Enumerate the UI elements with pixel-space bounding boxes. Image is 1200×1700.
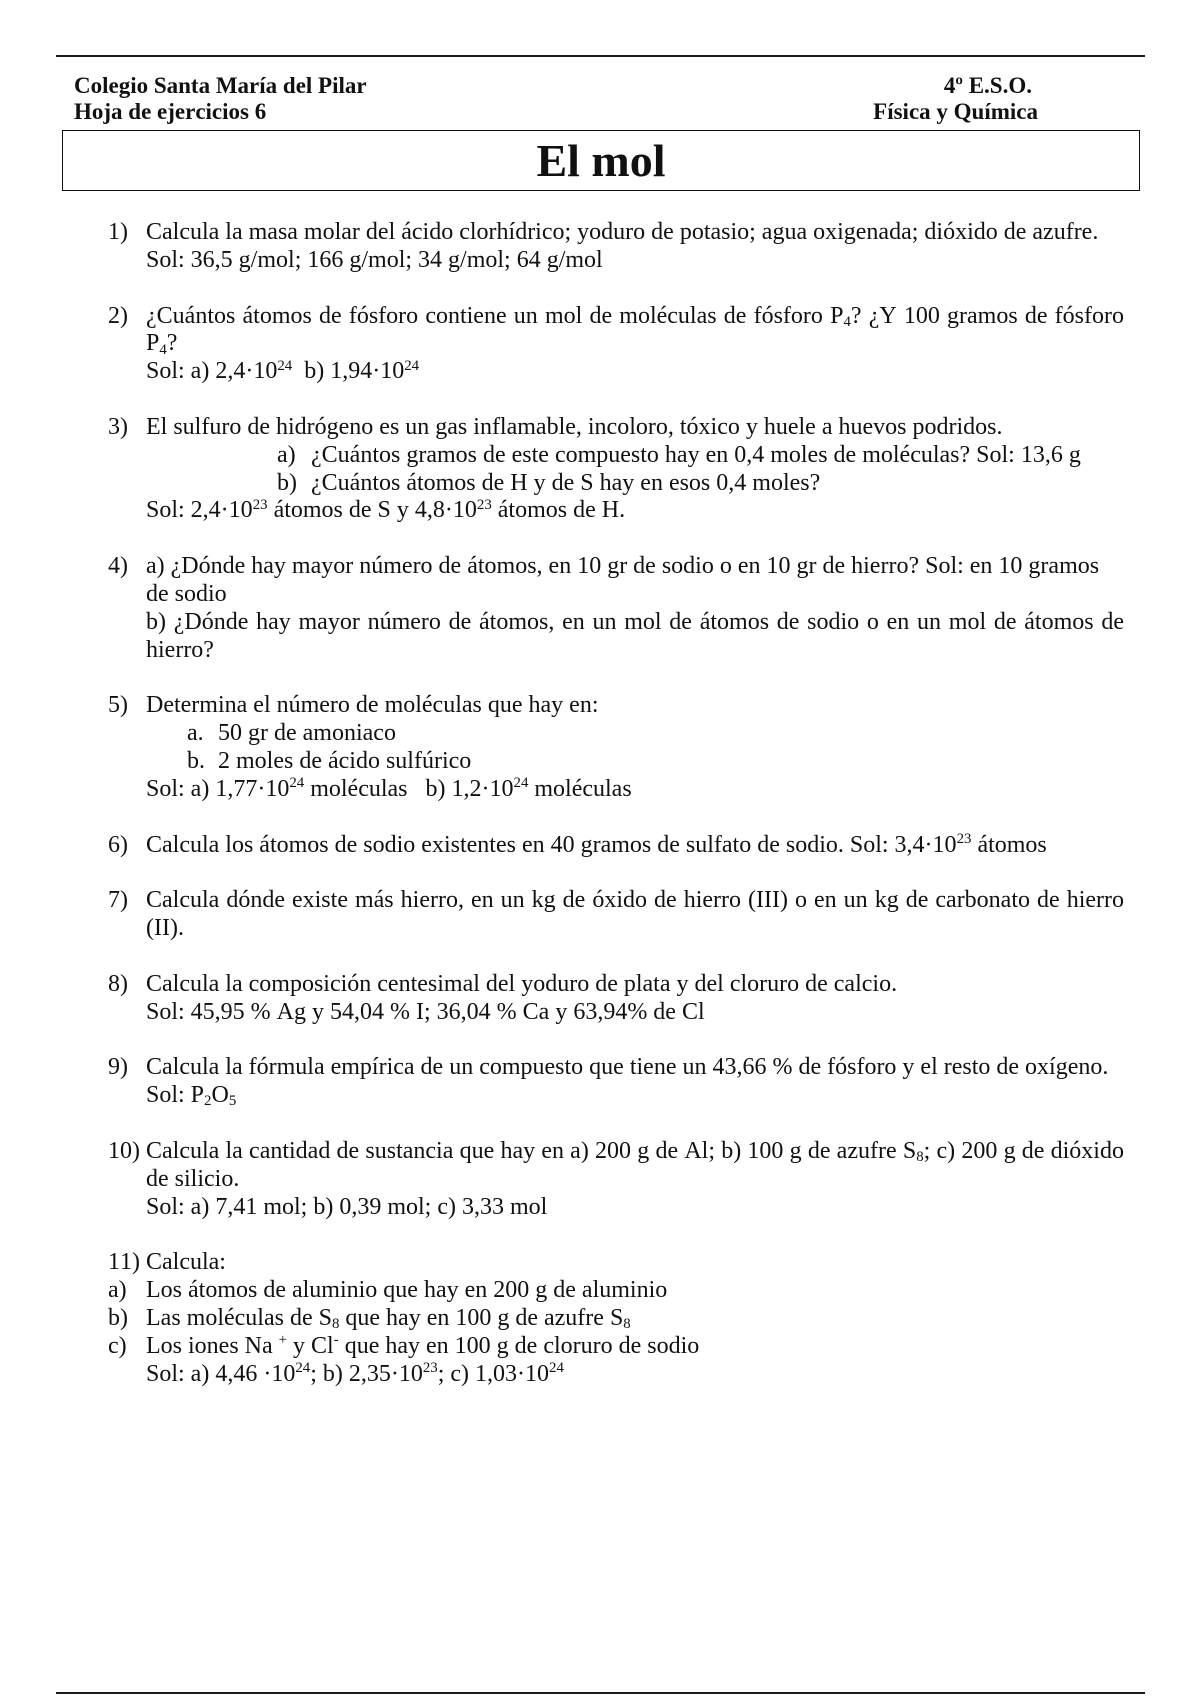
superscript: 23	[956, 830, 972, 847]
sub-question-b	[146, 470, 1124, 498]
exercise-solution: Sol: 36,5 g/mol; 166 g/mol; 34 g/mol; 64 g/mol	[146, 246, 603, 273]
subscript: 5	[228, 1093, 237, 1110]
exercise-solution: Sol: $2,4\cdot 10^{23}$ átomos de S y $4,8\cdot 10^{23}$ átomos de H.	[146, 496, 626, 524]
exercise-9	[108, 1054, 1124, 1110]
exercise-10	[108, 1137, 1124, 1222]
sub-question-a	[146, 720, 1124, 748]
sub-question-marker: a)	[108, 1277, 127, 1304]
exercise-solution: Sol: 45,95 % Ag y 54,04 % I; 36,04 % Ca y 63,94% de Cl	[146, 998, 705, 1025]
exercise-4	[108, 553, 1124, 664]
course-level: 4º E.S.O.	[943, 73, 1032, 98]
exercise-statement: Calcula la fórmula empírica de un compuesto que tiene un 43,66 % de fósforo y el resto de oxígeno.	[146, 1054, 1109, 1081]
sub-question-b: b) ¿Dónde hay mayor número de átomos, en un mol de átomos de sodio o en un mol de átomos de hierro?	[146, 608, 1124, 663]
top-rule	[56, 55, 1145, 57]
superscript: 24	[549, 1359, 564, 1376]
exercise-statement: Calcula la masa molar del ácido clorhídrico; yoduro de potasio; agua oxigenada; dióxido de azufre.	[146, 219, 1099, 245]
exercise-number: 3)	[108, 413, 128, 440]
sub-question-text: Los átomos de aluminio que hay en 200 g de aluminio	[146, 1277, 668, 1304]
superscript: 24	[277, 357, 293, 374]
exercise-solution: Sol: $P_2O_5$	[146, 1082, 237, 1110]
exercise-number: 11)	[108, 1249, 140, 1276]
superscript: 24	[295, 1359, 311, 1376]
exercise-number: 9)	[108, 1054, 128, 1081]
superscript: 24	[404, 357, 420, 374]
exercise-statement: El sulfuro de hidrógeno es un gas inflamable, incoloro, tóxico y huele a huevos podridos.	[146, 413, 1003, 440]
superscript: 23	[422, 1359, 438, 1376]
exercise-6	[108, 830, 1124, 860]
sub-question-marker: b)	[108, 1304, 128, 1331]
sub-question-b	[146, 748, 1124, 776]
exercise-11	[108, 1249, 1124, 1388]
exercise-statement: Calcula la composición centesimal del yoduro de plata y del cloruro de calcio.	[146, 970, 898, 997]
exercise-2	[108, 302, 1125, 387]
exercise-number: 8)	[108, 970, 128, 997]
exercise-statement: Calcula:	[146, 1249, 226, 1276]
exercise-3	[108, 413, 1124, 525]
exercise-solution: Sol: a) 7,41 mol; b) 0,39 mol; c) 3,33 mol	[146, 1193, 548, 1220]
subscript: 4	[843, 313, 851, 330]
exercise-statement: Determina el número de moléculas que hay en:	[146, 692, 599, 719]
exercise-solution: Sol: a) $1,77\cdot 10^{24}$ moléculas b) $1,2\cdot 10^{24}$ moléculas	[146, 775, 632, 802]
exercise-list	[0, 219, 1200, 1416]
sub-question-a: a) ¿Dónde hay mayor número de átomos, en 10 gr de sodio o en 10 gr de hierro? Sol: en 10 gramos de sodio	[146, 553, 1100, 607]
sub-question-marker: b.	[187, 748, 205, 775]
subscript: 2	[204, 1093, 212, 1110]
sheet-name: Hoja de ejercicios 6	[74, 99, 267, 124]
sub-question-text: 50 gr de amoniaco	[218, 720, 396, 747]
sub-question-text: ¿Cuántos gramos de este compuesto hay en 0,4 moles de moléculas? Sol: 13,6 g	[311, 441, 1081, 468]
sub-question-c	[108, 1332, 1124, 1361]
sub-question-text: 2 moles de ácido sulfúrico	[218, 748, 472, 775]
exercise-number: 4)	[108, 553, 128, 580]
sub-question-marker: b)	[277, 469, 297, 496]
exercise-7	[108, 887, 1124, 943]
exercise-solution: Sol: a) $2,4\cdot 10^{24}$ b) $1,94\cdot 10^{24}$	[146, 357, 420, 385]
superscript: 24	[289, 775, 305, 792]
superscript: -	[333, 1332, 339, 1349]
sub-question-marker: a.	[187, 720, 204, 747]
sub-question-text: Las moléculas de $S_8$ que hay en 100 g de azufre $S_8$	[146, 1304, 631, 1333]
exercise-number: 2)	[108, 302, 128, 329]
exercise-number: 7)	[108, 887, 128, 914]
subscript: 4	[159, 341, 167, 358]
exercise-1	[108, 219, 1124, 275]
exercise-5	[108, 692, 1124, 803]
subject-name: Física y Química	[873, 99, 1038, 124]
superscript: 23	[252, 496, 268, 513]
superscript: 23	[476, 496, 492, 513]
exercise-number: 5)	[108, 692, 128, 719]
sub-question-a	[108, 1277, 1124, 1305]
sub-question-marker: a)	[277, 441, 296, 468]
exercise-number: 6)	[108, 831, 128, 858]
subscript: 8	[916, 1149, 924, 1166]
sub-question-text: ¿Cuántos átomos de H y de S hay en esos 0,4 moles?	[311, 469, 821, 496]
subscript: 8	[623, 1316, 631, 1333]
sub-question-marker: c)	[108, 1332, 127, 1359]
exercise-number: 10)	[108, 1137, 140, 1164]
exercise-statement: Calcula los átomos de sodio existentes en 40 gramos de sulfato de sodio. Sol: $3,4\cdot 10^{23}$ átomos	[146, 830, 1047, 858]
sub-question-text: Los iones Na + y Cl- que hay en 100 g de cloruro de sodio	[146, 1332, 700, 1359]
sub-question-a	[146, 442, 1124, 470]
exercise-number: 1)	[108, 219, 128, 245]
exercise-8	[108, 970, 1124, 1027]
bottom-rule	[56, 1692, 1145, 1694]
school-name: Colegio Santa María del Pilar	[74, 73, 367, 98]
superscript: 24	[513, 775, 529, 792]
title-box	[62, 130, 1140, 191]
sub-question-b	[108, 1304, 1124, 1333]
superscript: +	[278, 1332, 288, 1349]
page-title: El mol	[536, 135, 666, 186]
exercise-statement: Calcula dónde existe más hierro, en un kg de óxido de hierro (III) o en un kg de carbonato de hierro (II).	[146, 887, 1124, 942]
exercise-statement: Calcula la cantidad de sustancia que hay en a) 200 g de Al; b) 100 g de azufre $S_8$; c) 200 g de dióxido de silicio.	[146, 1137, 1124, 1192]
exercise-solution: Sol: a) $4,46 \cdot 10^{24}$; b) $2,35\cdot 10^{23}$; c) $1,03\cdot 10^{24}$	[146, 1359, 564, 1387]
subscript: 8	[331, 1316, 340, 1333]
exercise-statement: ¿Cuántos átomos de fósforo contiene un mol de moléculas de fósforo $P_4$? ¿Y 100 gramos de fósforo $P_4$?	[146, 302, 1125, 358]
